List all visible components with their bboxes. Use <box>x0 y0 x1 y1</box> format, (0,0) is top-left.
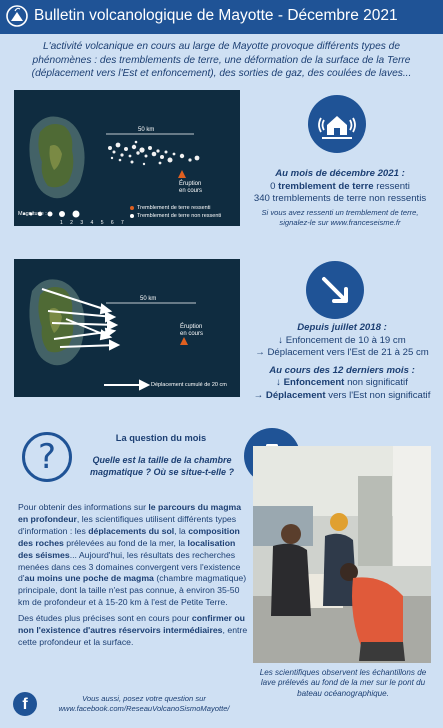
east-shift-2018: → Déplacement vers l'Est de 21 à 25 cm <box>255 347 429 358</box>
answer-body: Pour obtenir des informations sur le parcours du magma en profondeur, les scientifiques utilisent différents types d'information : les déplacements du sol, la composition des roches prélevées au fond de la mer, la localisation des séismes... Aujourd'hui, les résultats des recherches menées dans ces 3 domaines convergent vers l'existence d'au moins une poche de magma (chambre magmatique) principale, dont la taille n'est pas connue, à environ 35-50 km de profondeur et à 15-20 km à l'est de Petite Terre. Des études plus précises sont en cours pour confirmer ou non l'existence d'autres réservoirs intermédiaires, entre cette profondeur et la surface. <box>18 502 248 647</box>
facebook-icon[interactable]: f <box>13 692 37 716</box>
seismic-heading: Au mois de décembre 2021 : <box>275 168 405 179</box>
legend-felt: Tremblement de terre ressenti <box>137 205 211 211</box>
felt-count-line: 0 tremblement de terre ressenti <box>270 180 410 192</box>
magnitude-legend: Magnitude : <box>18 211 47 217</box>
question-text: Quelle est la taille de la chambre magmatique ? Où se situe-t-elle ? <box>89 455 235 477</box>
scientists-photo <box>253 446 431 663</box>
bulletin-title: Bulletin volcanologique de Mayotte - Décembre 2021 <box>34 7 398 24</box>
deformation-heading-2018: Depuis juillet 2018 : <box>297 322 387 333</box>
facebook-link[interactable]: www.facebook.com/ReseauVolcanoSismoMayotte/ <box>58 704 230 713</box>
map2-scale-label: 50 km <box>140 296 157 302</box>
photo-caption: Les scientifiques observent les échantillons de lave prélevés au fond de la mer sur le pont du bateau océanographique. <box>259 668 427 698</box>
header-bar <box>0 0 443 34</box>
magnitude-values: 1 2 3 4 5 6 7 <box>60 220 124 226</box>
intro-paragraph: L'activité volcanique en cours au large de Mayotte provoque différents types de phénomènes : des tremblements de terre, une déformation de la surface de la Terre (déplacement vers l'Est et enfoncement), des sorties de gaz, des coulées de laves... <box>31 41 412 79</box>
legend-not-felt: Tremblement de terre non ressenti <box>137 213 222 219</box>
facebook-invite: Vous aussi, posez votre question sur www.facebook.com/ReseauVolcanoSismoMayotte/ <box>44 694 244 714</box>
displacement-arrow-icon <box>306 261 364 319</box>
map1-eruption-label: Éruption en cours <box>179 181 203 194</box>
deformation-heading-12-months: Au cours des 12 derniers mois : <box>269 364 415 376</box>
not-felt-count-line: 340 tremblements de terre non ressentis <box>253 193 427 204</box>
report-note: Si vous avez ressenti un tremblement de terre, signalez-le sur www.franceseisme.fr <box>261 208 419 227</box>
volcano-logo-icon <box>6 5 28 27</box>
displacement-legend: Déplacement cumulé de 20 cm <box>151 382 227 388</box>
question-mark-icon: ? <box>22 432 72 482</box>
earthquake-house-icon <box>308 95 366 153</box>
seismic-summary <box>250 168 430 206</box>
seismicity-map <box>14 90 240 226</box>
question-title: La question du mois <box>115 433 207 443</box>
deformation-map <box>14 259 240 397</box>
map1-scale-label: 50 km <box>138 127 155 133</box>
map2-eruption-label: Éruption en cours <box>180 324 204 337</box>
subsidence-12-months: ↓ Enfoncement non significatif <box>276 377 408 388</box>
east-shift-12-months: → Déplacement vers l'Est non significatif <box>253 389 431 401</box>
subsidence-2018: ↓ Enfoncement de 10 à 19 cm <box>278 334 406 346</box>
deformation-summary <box>247 322 437 402</box>
franceseisme-link[interactable]: www.franceseisme.fr <box>330 218 401 227</box>
